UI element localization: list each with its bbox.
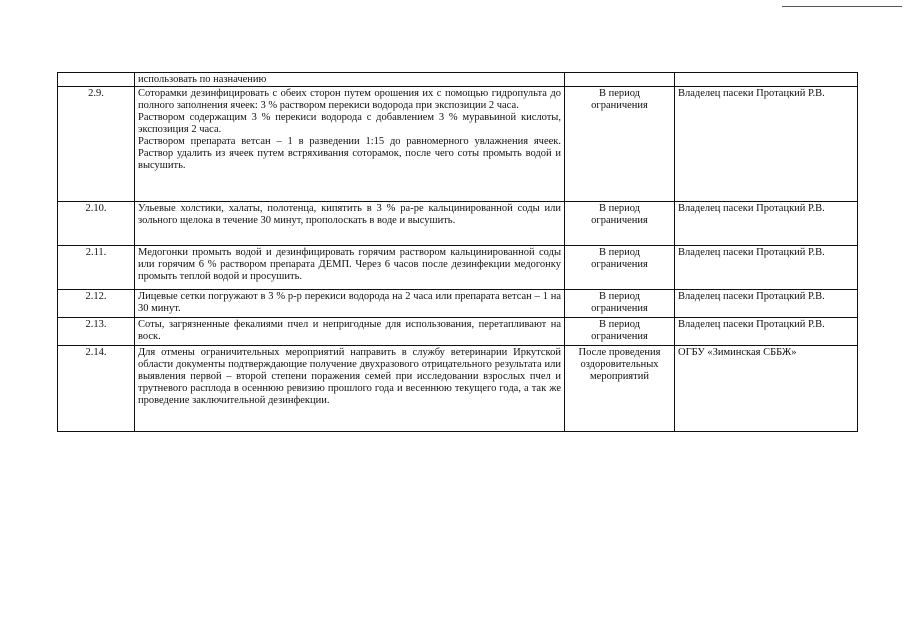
measures-table xyxy=(57,72,858,432)
term-line: ограничения xyxy=(591,100,648,111)
table-row xyxy=(58,87,858,202)
row-action xyxy=(135,246,565,290)
term-line: В период xyxy=(598,88,641,99)
table-row xyxy=(58,202,858,246)
term-line: ограничения xyxy=(591,303,648,314)
table-row xyxy=(58,73,858,87)
row-number: 2.10. xyxy=(58,202,135,246)
term-line: оздоровительных xyxy=(580,359,659,370)
table-row xyxy=(58,318,858,346)
row-responsible: Владелец пасеки Протацкий Р.В. xyxy=(675,318,858,346)
term-line: ограничения xyxy=(591,331,648,342)
action-paragraph: Раствором содержащим 3 % перекиси водорода с добавлением 3 % муравьиной кислоты, экспозиция 2 часа. xyxy=(138,112,561,135)
term-line: В период xyxy=(598,203,641,214)
table-row xyxy=(58,246,858,290)
row-action xyxy=(135,73,565,87)
row-responsible xyxy=(675,73,858,87)
row-number: 2.12. xyxy=(58,290,135,318)
term-line: ограничения xyxy=(591,259,648,270)
row-term xyxy=(565,202,675,246)
row-number: 2.13. xyxy=(58,318,135,346)
action-paragraph: Для отмены ограничительных мероприятий направить в службу ветеринарии Иркутской области документы подтверждающие получение двухразового отрицательного результата или выявления первой – второй степени поражения семей при исследовании взрослых пчел и трутневого расплода в осеннюю ревизию прошлого года и весеннюю текущего года, а так же проведение заключительной дезинфекции. xyxy=(138,347,561,406)
top-edge-rule xyxy=(782,6,902,7)
action-paragraph: Лицевые сетки погружают в 3 % р-р перекиси водорода на 2 часа или препарата ветсан – 1 на 30 минут. xyxy=(138,291,561,314)
row-term xyxy=(565,87,675,202)
action-paragraph: Соты, загрязненные фекалиями пчел и непригодные для использования, перетапливают на воск. xyxy=(138,319,561,342)
row-number: 2.14. xyxy=(58,346,135,432)
term-line: мероприятий xyxy=(590,371,649,382)
row-term xyxy=(565,318,675,346)
row-term xyxy=(565,346,675,432)
action-paragraph: Медогонки промыть водой и дезинфицировать горячим раствором кальцинированной соды или горячим 6 % раствором препарата ДЕМП. Через 6 часов после дезинфекции медогонку промыть теплой водой и просушить. xyxy=(138,247,561,282)
term-line: В период xyxy=(598,319,641,330)
row-term xyxy=(565,246,675,290)
term-line: После проведения xyxy=(578,347,661,358)
row-responsible: Владелец пасеки Протацкий Р.В. xyxy=(675,202,858,246)
row-responsible: Владелец пасеки Протацкий Р.В. xyxy=(675,246,858,290)
action-paragraph: Сотoрамки дезинфицировать с обеих сторон путем орошения их с помощью гидропульта до полного заполнения ячеек: 3 % раствором перекиси водорода при экспозиции 2 часа. xyxy=(138,88,561,111)
action-paragraph: Ульевые холстики, халаты, полотенца, кипятить в 3 % ра-ре кальцинированной соды или зольного щелока в течение 30 минут, прополоскать в воде и высушить. xyxy=(138,203,561,226)
table-row xyxy=(58,290,858,318)
row-number: 2.9. xyxy=(58,87,135,202)
row-responsible: ОГБУ «Зиминская СББЖ» xyxy=(675,346,858,432)
action-paragraph: использовать по назначению xyxy=(138,74,267,85)
row-action xyxy=(135,87,565,202)
row-action xyxy=(135,202,565,246)
row-number: 2.11. xyxy=(58,246,135,290)
row-number xyxy=(58,73,135,87)
row-action xyxy=(135,290,565,318)
term-line: ограничения xyxy=(591,215,648,226)
row-action xyxy=(135,346,565,432)
row-responsible: Владелец пасеки Протацкий Р.В. xyxy=(675,87,858,202)
row-action xyxy=(135,318,565,346)
term-line: В период xyxy=(598,247,641,258)
term-line: В период xyxy=(598,291,641,302)
row-term xyxy=(565,73,675,87)
table-row xyxy=(58,346,858,432)
action-paragraph: Раствором препарата ветсан – 1 в разведении 1:15 до равномерного увлажнения ячеек. Раствор удалить из ячеек путем встряхивания сотoрамок, после чего соты промыть водой и высушить. xyxy=(138,136,561,171)
row-term xyxy=(565,290,675,318)
row-responsible: Владелец пасеки Протацкий Р.В. xyxy=(675,290,858,318)
